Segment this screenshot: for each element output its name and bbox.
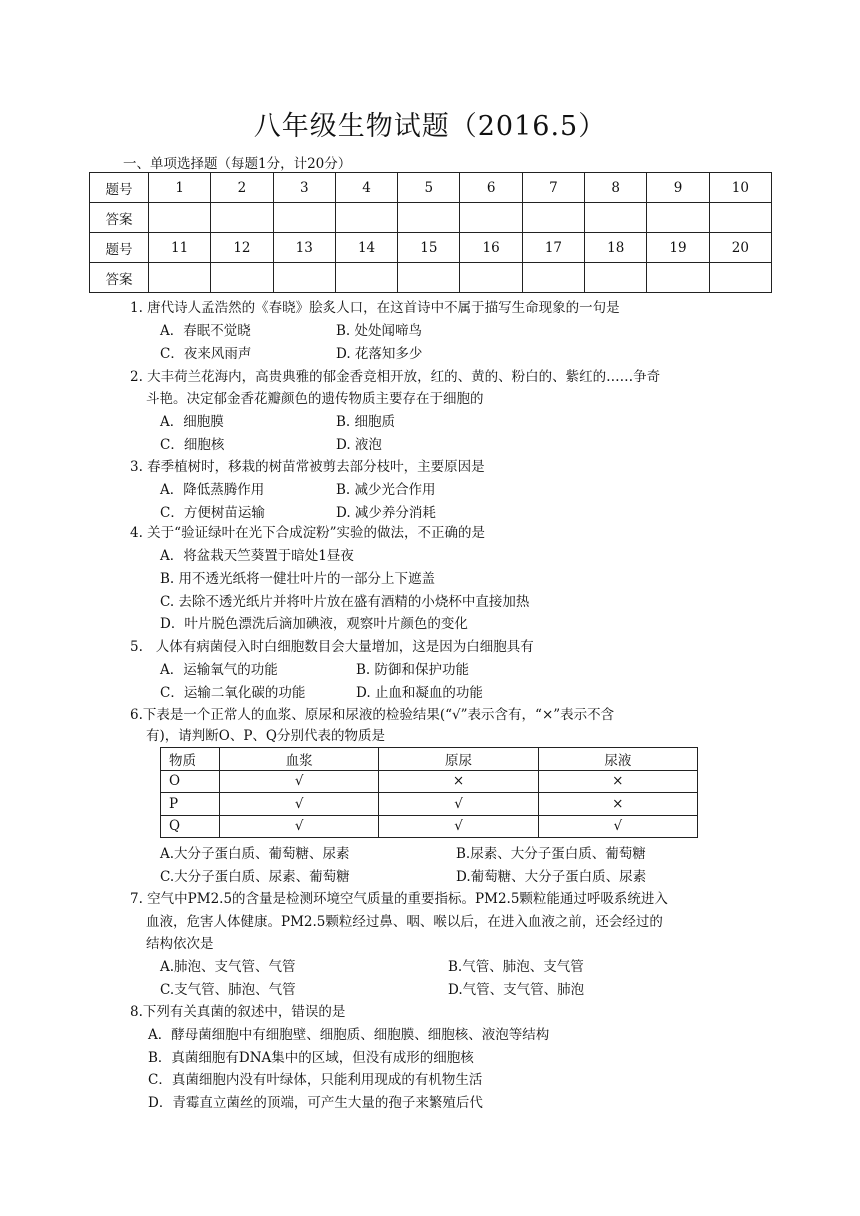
table-row [161,770,698,793]
question-8-option-a[interactable]: A．酵母菌细胞中有细胞壁、细胞质、细胞膜、细胞核、液泡等结构 [148,1027,550,1043]
substance-label: Q [161,815,220,838]
question-number-cell: 15 [398,233,460,263]
question-number-cell: 18 [585,233,647,263]
question-7-stem-line-3: 结构依次是 [146,936,214,952]
answer-cell[interactable] [460,203,522,233]
answer-cell[interactable] [709,203,771,233]
answer-cell[interactable] [585,263,647,293]
question-7-option-d[interactable]: D.气管、支气管、肺泡 [448,982,585,998]
section-heading: 一、单项选择题（每题1分，计20分） [123,156,352,172]
question-4-option-c[interactable]: C. 去除不透光纸片并将叶片放在盛有酒精的小烧杯中直接加热 [160,594,530,610]
answer-cell[interactable] [522,263,584,293]
substance-label: O [161,770,220,793]
result-cell: √ [220,815,379,838]
question-number-cell: 16 [460,233,522,263]
question-number-cell: 7 [522,173,584,203]
question-number-cell: 12 [211,233,273,263]
header-primary-urine: 原尿 [379,748,538,771]
question-1-stem: 1. 唐代诗人孟浩然的《春晓》脍炙人口，在这首诗中不属于描写生命现象的一句是 [130,300,620,316]
result-cell: √ [379,815,538,838]
answer-grid [89,172,772,293]
question-number-cell: 20 [709,233,771,263]
question-8-option-b[interactable]: B．真菌细胞有DNA集中的区域，但没有成形的细胞核 [148,1050,474,1066]
question-4-option-a[interactable]: A．将盆栽天竺葵置于暗处1昼夜 [160,548,354,564]
question-number-cell: 13 [273,233,335,263]
answer-cell[interactable] [647,203,709,233]
question-2-option-a[interactable]: A．细胞膜 [160,414,224,430]
question-number-cell: 17 [522,233,584,263]
question-5-option-a[interactable]: A．运输氧气的功能 [160,662,278,678]
answer-cell[interactable] [398,203,460,233]
question-1-option-c[interactable]: C．夜来风雨声 [160,346,252,362]
result-cell: √ [220,770,379,793]
answer-cell[interactable] [335,263,397,293]
header-plasma: 血浆 [220,748,379,771]
question-7-option-a[interactable]: A.肺泡、支气管、气管 [160,959,296,975]
question-2-option-b[interactable]: B. 细胞质 [336,414,396,430]
question-1-option-a[interactable]: A．春眠不觉晓 [160,323,251,339]
number-row-label: 题号 [90,233,149,263]
question-8-option-c[interactable]: C．真菌细胞内没有叶绿体，只能利用现成的有机物生活 [148,1072,483,1088]
question-number-cell: 19 [647,233,709,263]
question-4-option-b[interactable]: B. 用不透光纸将一健壮叶片的一部分上下遮盖 [160,571,436,587]
question-5-option-b[interactable]: B. 防御和保护功能 [356,662,470,678]
number-row-label: 题号 [90,173,149,203]
table-row [161,815,698,838]
header-substance: 物质 [161,748,220,771]
question-3-option-c[interactable]: C．方便树苗运输 [160,505,265,521]
question-number-cell: 6 [460,173,522,203]
question-3-option-a[interactable]: A．降低蒸腾作用 [160,482,265,498]
answer-cell[interactable] [149,263,211,293]
question-number-cell: 1 [149,173,211,203]
question-8-stem: 8.下列有关真菌的叙述中，错误的是 [130,1004,346,1020]
answer-cell[interactable] [335,203,397,233]
question-1-option-b[interactable]: B. 处处闻啼鸟 [336,323,423,339]
question-number-cell: 4 [335,173,397,203]
answer-cell[interactable] [149,203,211,233]
result-cell: √ [379,793,538,816]
answer-cell[interactable] [522,203,584,233]
question-5-option-d[interactable]: D. 止血和凝血的功能 [356,685,483,701]
question-6-stem-line-2: 有)，请判断O、P、Q分别代表的物质是 [146,728,385,744]
question-number-cell: 3 [273,173,335,203]
question-2-stem-line-2: 斗艳。决定郁金香花瓣颜色的遗传物质主要存在于细胞的 [146,391,484,407]
number-row-1 [90,173,772,203]
answer-cell[interactable] [460,263,522,293]
answer-cell[interactable] [709,263,771,293]
question-4-stem: 4. 关于“验证绿叶在光下合成淀粉”实验的做法，不正确的是 [130,525,485,541]
question-1-option-d[interactable]: D. 花落知多少 [336,346,423,362]
question-6-option-c[interactable]: C.大分子蛋白质、尿素、葡萄糖 [160,869,350,885]
table-row [161,793,698,816]
question-number-cell: 11 [149,233,211,263]
question-7-stem-line-2: 血液，危害人体健康。PM2.5颗粒经过鼻、咽、喉以后，在进入血液之前，还会经过的 [146,914,663,930]
question-5-option-c[interactable]: C．运输二氧化碳的功能 [160,685,306,701]
substance-label: P [161,793,220,816]
question-8-option-d[interactable]: D．青霉直立菌丝的顶端，可产生大量的孢子来繁殖后代 [148,1095,483,1111]
question-6-option-b[interactable]: B.尿素、大分子蛋白质、葡萄糖 [456,846,646,862]
question-6-option-a[interactable]: A.大分子蛋白质、葡萄糖、尿素 [160,846,350,862]
page-title: 八年级生物试题（2016.5） [253,111,607,142]
question-7-stem-line-1: 7. 空气中PM2.5的含量是检测环境空气质量的重要指标。PM2.5颗粒能通过呼吸系统进入 [130,891,668,907]
answer-cell[interactable] [273,263,335,293]
result-cell: × [538,793,697,816]
header-urine: 尿液 [538,748,697,771]
question-number-cell: 10 [709,173,771,203]
question-number-cell: 14 [335,233,397,263]
question-2-stem-line-1: 2. 大丰荷兰花海内，高贵典雅的郁金香竞相开放，红的、黄的、粉白的、紫红的……争奇 [130,369,661,385]
answer-cell[interactable] [585,203,647,233]
answer-cell[interactable] [647,263,709,293]
answer-row-1 [90,203,772,233]
question-number-cell: 5 [398,173,460,203]
question-5-stem: 5. 人体有病菌侵入时白细胞数目会大量增加，这是因为白细胞具有 [130,639,534,655]
question-6-stem-line-1: 6.下表是一个正常人的血浆、原尿和尿液的检验结果(“√”表示含有，“×”表示不含 [130,707,615,723]
answer-row-2 [90,263,772,293]
test-results-header-row [161,748,698,771]
question-3-stem: 3. 春季植树时，移栽的树苗常被剪去部分枝叶，主要原因是 [130,459,485,475]
question-3-option-d[interactable]: D. 减少养分消耗 [336,505,436,521]
answer-cell[interactable] [273,203,335,233]
result-cell: × [379,770,538,793]
question-7-option-b[interactable]: B.气管、肺泡、支气管 [448,959,584,975]
answer-cell[interactable] [211,203,273,233]
question-2-option-d[interactable]: D. 液泡 [336,437,382,453]
question-3-option-b[interactable]: B. 减少光合作用 [336,482,436,498]
result-cell: √ [538,815,697,838]
test-results-table [160,747,698,838]
answer-cell[interactable] [211,263,273,293]
answer-cell[interactable] [398,263,460,293]
answer-row-label: 答案 [90,203,149,233]
number-row-2 [90,233,772,263]
question-2-option-c[interactable]: C．细胞核 [160,437,225,453]
question-number-cell: 8 [585,173,647,203]
question-number-cell: 2 [211,173,273,203]
question-7-option-c[interactable]: C.支气管、肺泡、气管 [160,982,296,998]
question-4-option-d[interactable]: D．叶片脱色漂洗后滴加碘液，观察叶片颜色的变化 [160,616,468,632]
result-cell: √ [220,793,379,816]
answer-row-label: 答案 [90,263,149,293]
result-cell: × [538,770,697,793]
question-number-cell: 9 [647,173,709,203]
question-6-option-d[interactable]: D.葡萄糖、大分子蛋白质、尿素 [456,869,647,885]
